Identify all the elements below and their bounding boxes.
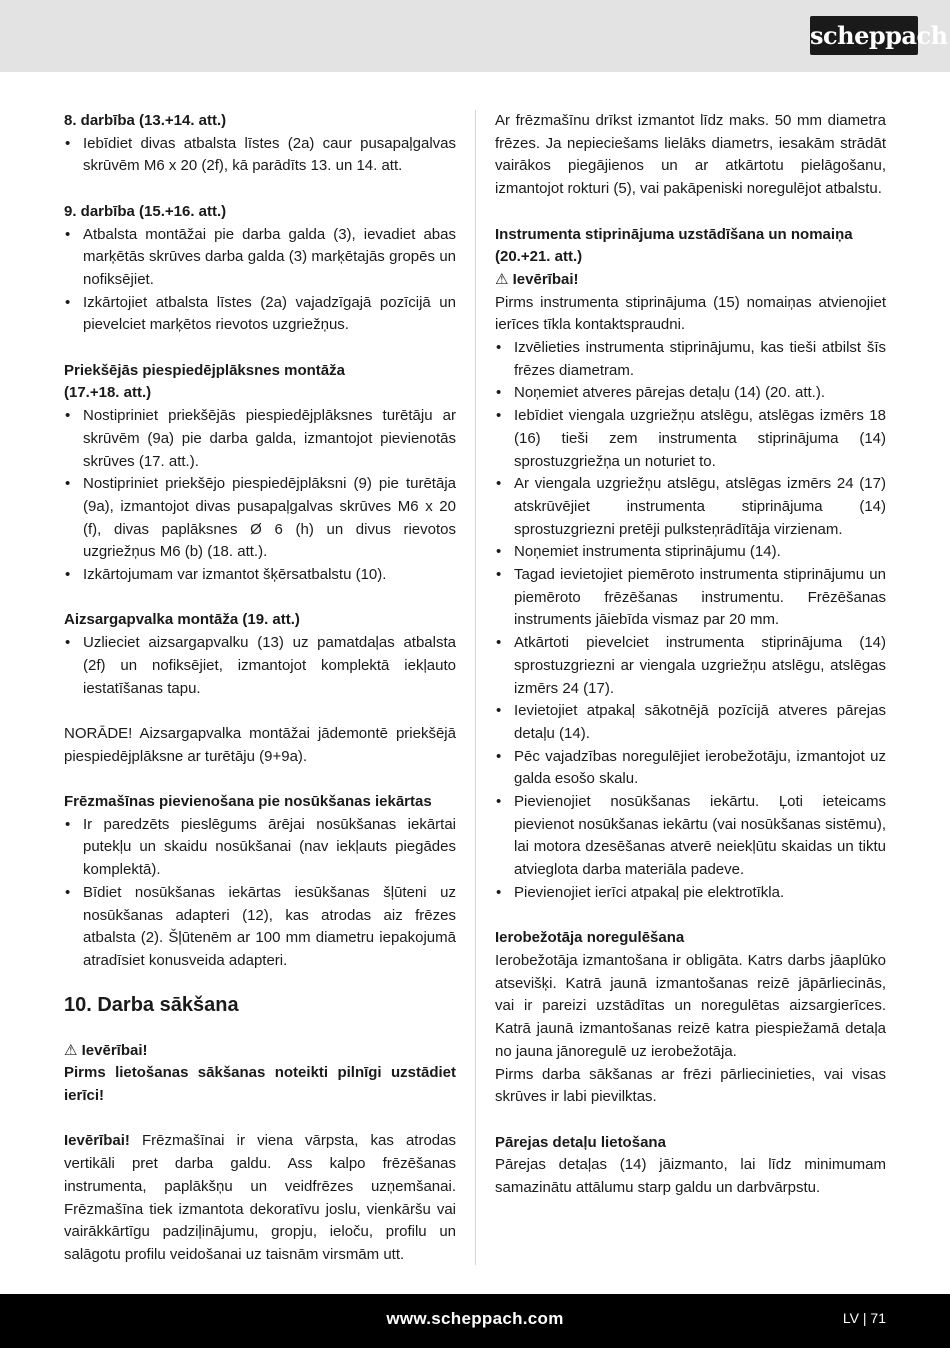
column-divider — [475, 110, 476, 1265]
page-header — [0, 0, 950, 72]
brand-logo: scheppach — [810, 16, 918, 55]
right-column — [495, 110, 886, 1200]
attention-text: Pirms lietošanas sākšanas noteikti pilnīgi uzstādiet ierīci! — [64, 1064, 456, 1105]
attention2-text: Frēzmašīnai ir viena vārpsta, kas atrodas vertikāli pret darba galdu. Ass kalpo frēzēšanas instrumenta, paplākšņu un veidfrēzes uzņemšanai. Frēzmašīna tiek izmantota dekoratīvu joslu, vienkāršu vai vairākkārtīgu padziļinājumu, gropju, ieloču, profilu un salāgotu profilu veidošanai uz taisnām virsmām utt. — [64, 1132, 456, 1263]
note-text: NORĀDE! Aizsargapvalka montāžai jādemontē priekšējā piespiedējplāksne ar turētāju (9+9a). — [64, 724, 456, 765]
warning-icon: ⚠ — [64, 1041, 78, 1059]
front-plate-heading-ref: (17.+18. att.) — [64, 384, 152, 402]
list-item: • Iebīdiet divas atbalsta līstes (2a) caur pusapaļgalvas skrūvēm M6 x 20 (2f), kā parādīts 13. un 14. att. — [64, 133, 456, 178]
attention-label: Ievērībai! — [81, 1041, 148, 1059]
limiter-text-2: Pirms darba sākšanas ar frēzi pārliecinieties, vai visas skrūves ir labi pievilktas. — [495, 1065, 886, 1106]
section-10-title: 10. Darba sākšana — [64, 993, 239, 1016]
dust-extraction-list — [64, 814, 456, 973]
transition-heading: Pārejas detaļu lietošana — [495, 1133, 666, 1151]
transition-text: Pārejas detaļas (14) jāizmanto, lai līdz minimumam samazinātu attālumu starp galdu un darbvārpstu. — [495, 1156, 886, 1196]
intro-text: Ar frēzmašīnu drīkst izmantot līdz maks. 50 mm diametra frēzes. Ja nepieciešams lielāks diametrs, iesakām strādāt vairākos piegājienos un ar atkārtotu pielāgošanu, izmantojot rokturi (5), vai pakāpeniski noregulējot atbalstu. — [495, 112, 886, 198]
attention-heading — [64, 1040, 456, 1063]
dust-extraction-heading: Frēzmašīnas pievienošana pie nosūkšanas iekārtas — [64, 793, 432, 811]
tool-attention-label: Ievērībai! — [512, 270, 579, 288]
tool-attention-heading — [495, 269, 886, 292]
list-item: • Pievienojiet nosūkšanas iekārtu. Ļoti ieteicams pievienot nosūkšanas iekārtu (vai nosūkšanas sistēmu), lai motora dzesēšanas atverē neiekļūtu skaidas un tiktu atvieglota darba materiāla padeve. — [495, 791, 886, 882]
tool-holder-heading-ref: (20.+21. att.) — [495, 248, 583, 266]
page-number: LV | 71 — [842, 1310, 886, 1326]
list-item: • Pievienojiet ierīci atpakaļ pie elektrotīkla. — [495, 882, 886, 905]
tool-attention-text: Pirms instrumenta stiprinājuma (15) nomaiņas atvienojiet ierīces tīkla kontaktspraudni. — [495, 293, 886, 334]
list-item: • Noņemiet atveres pārejas detaļu (14) (20. att.). — [495, 382, 886, 405]
guard-list — [64, 632, 456, 700]
front-plate-heading: Priekšējās piespiedējplāksnes montāža — [64, 361, 345, 379]
list-item: • Tagad ievietojiet piemēroto instrumenta stiprinājumu un piemēroto frēzēšanas instrumentu. Frēzēšanas instruments jāiebīda vismaz par 20 mm. — [495, 564, 886, 632]
left-column — [64, 110, 456, 1267]
limiter-heading: Ierobežotāja noregulēšana — [495, 929, 685, 947]
list-item: • Uzlieciet aizsargapvalku (13) uz pamatdaļas atbalsta (2f) un nofiksējiet, izmantojot komplektā iekļauto iestatīšanas tapu. — [64, 632, 456, 700]
attention2-label: Ievērībai! — [64, 1132, 130, 1150]
list-item: • Ievietojiet atpakaļ sākotnējā pozīcijā atveres pārejas detaļu (14). — [495, 700, 886, 745]
list-item: • Izkārtojumam var izmantot šķērsatbalstu (10). — [64, 564, 456, 587]
step9-list — [64, 224, 456, 338]
website-link[interactable]: www.scheppach.com — [386, 1309, 564, 1328]
tool-holder-heading: Instrumenta stiprinājuma uzstādīšana un nomaiņa — [495, 225, 853, 243]
list-item: • Bīdiet nosūkšanas iekārtas iesūkšanas šļūteni uz nosūkšanas adapteri (12), kas atrodas aiz frēzes atbalsta (2). Šļūtenēm ar 100 mm diametru iepakojumā atradīsiet konusveida adapteri. — [64, 882, 456, 973]
page-footer — [0, 1294, 950, 1348]
attention2-paragraph — [64, 1130, 456, 1266]
tool-holder-list — [495, 337, 886, 905]
step8-heading: 8. darbība (13.+14. att.) — [64, 112, 227, 129]
list-item: • Pēc vajadzības noregulējiet ierobežotāju, izmantojot uz galda esošo skalu. — [495, 746, 886, 791]
list-item: • Atkārtoti pievelciet instrumenta stiprinājuma (14) sprostuzgriezni ar viengala uzgriežņu atslēgu, atslēgas izmērs 24 (17). — [495, 632, 886, 700]
step9-heading: 9. darbība (15.+16. att.) — [64, 202, 227, 220]
guard-heading: Aizsargapvalka montāža (19. att.) — [64, 611, 300, 629]
limiter-text: Ierobežotāja izmantošana ir obligāta. Katrs darbs jāaplūko atsevišķi. Katrā jaunā izmantošanas reizē jāpārliecinās, vai ir pareizi uzstādītas un noregulētas aizsargierīces. Katrā jaunā izmantošanas reizē katra piespiežamā detaļa no jauna jānoregulē uz ierobežotāja. — [495, 951, 886, 1060]
list-item: • Noņemiet instrumenta stiprinājumu (14). — [495, 541, 886, 564]
step8-list — [64, 133, 456, 178]
list-item: • Izvēlieties instrumenta stiprinājumu, kas tieši atbilst šīs frēzes diametram. — [495, 337, 886, 382]
list-item: • Ar viengala uzgriežņu atslēgu, atslēgas izmērs 24 (17) atskrūvējiet instrumenta stiprinājuma (14) sprostuzgriezni pretēji pulksteņrādītāja virzienam. — [495, 473, 886, 541]
list-item: • Nostipriniet priekšējās piespiedējplāksnes turētāju ar skrūvēm (9a) pie darba galda, izmantojot pievienotās skrūves (17. att.). — [64, 405, 456, 473]
list-item: • Izkārtojiet atbalsta līstes (2a) vajadzīgajā pozīcijā un pievelciet marķētos rievotos uzgriežņus. — [64, 292, 456, 337]
front-plate-list — [64, 405, 456, 587]
list-item: • Atbalsta montāžai pie darba galda (3), ievadiet abas marķētās skrūves darba galda (3) marķētajās gropēs un nofiksējiet. — [64, 224, 456, 292]
list-item: • Nostipriniet priekšējo piespiedējplāksni (9) pie turētāja (9a), izmantojot divas pusapaļgalvas skrūves M6 x 20 (f), divas paplāksnes Ø 6 (h) un divus rievotos uzgriežņus M6 (b) (18. att.). — [64, 473, 456, 564]
list-item: • Iebīdiet viengala uzgriežņu atslēgu, atslēgas izmērs 18 (16) tieši zem instrumenta stiprinājuma (14) sprostuzgriežņa un noturiet to. — [495, 405, 886, 473]
list-item: • Ir paredzēts pieslēgums ārējai nosūkšanas iekārtai putekļu un skaidu nosūkšanai (nav iekļauts piegādes komplektā). — [64, 814, 456, 882]
warning-icon: ⚠ — [495, 270, 509, 288]
